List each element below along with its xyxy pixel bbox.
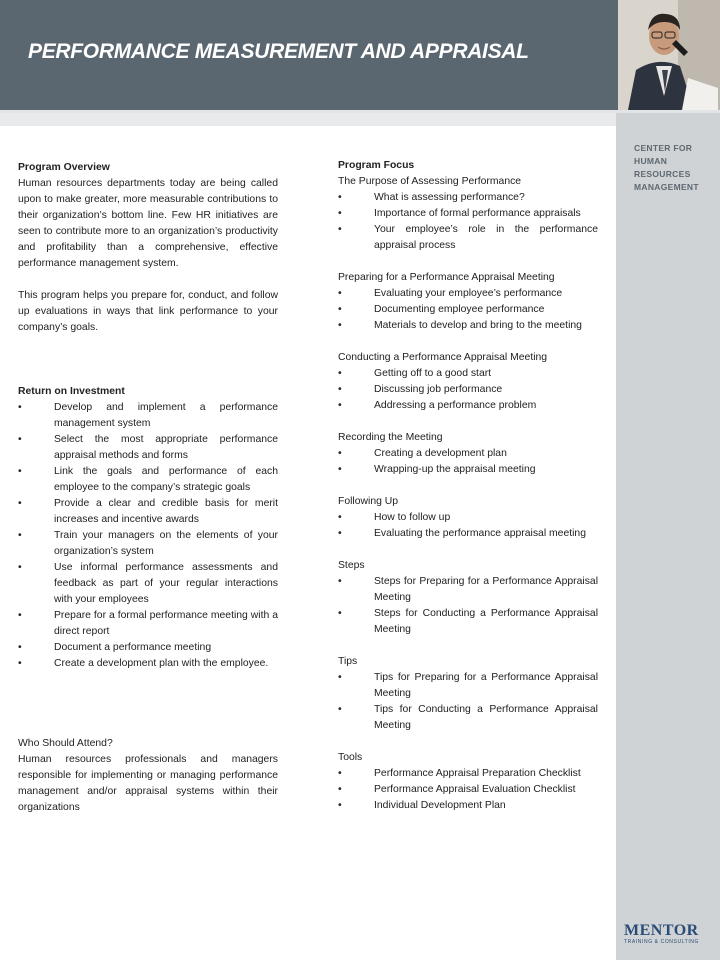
- sidebar-label-line: HUMAN: [634, 156, 668, 166]
- logo-tagline: TRAINING & CONSULTING: [624, 939, 700, 945]
- list-item: • Link the goals and performance of each employee to the company’s strategic goals: [18, 464, 278, 496]
- list-item: • Wrapping-up the appraisal meeting: [338, 462, 598, 478]
- list-item: • Create a development plan with the employee.: [18, 656, 278, 672]
- sidebar-label-line: CENTER FOR: [634, 143, 693, 153]
- sidebar-label-line: RESOURCES: [634, 169, 691, 179]
- list-item: • Performance Appraisal Evaluation Checklist: [338, 782, 598, 798]
- focus-section-title: Preparing for a Performance Appraisal Meeting: [338, 272, 555, 283]
- list-item: • Evaluating the performance appraisal meeting: [338, 526, 598, 542]
- focus-section-title: Steps: [338, 560, 365, 571]
- program-overview-heading: Program Overview: [18, 162, 110, 173]
- list-item: • Prepare for a formal performance meeting with a direct report: [18, 608, 278, 640]
- focus-section-title: Following Up: [338, 496, 399, 507]
- focus-section-title: The Purpose of Assessing Performance: [338, 176, 522, 187]
- focus-list: [338, 286, 598, 334]
- list-item: • Provide a clear and credible basis for merit increases and incentive awards: [18, 496, 278, 528]
- focus-section-title: Conducting a Performance Appraisal Meeting: [338, 352, 548, 363]
- focus-section-title: Tools: [338, 752, 363, 763]
- sidebar: [616, 113, 720, 960]
- left-column: [18, 160, 278, 816]
- focus-list: [338, 190, 598, 254]
- focus-list: [338, 670, 598, 734]
- list-item: • Your employee’s role in the performance appraisal process: [338, 222, 598, 254]
- list-item: • Develop and implement a performance management system: [18, 400, 278, 432]
- list-item: • Tips for Preparing for a Performance Appraisal Meeting: [338, 670, 598, 702]
- content-top-band: [0, 113, 616, 126]
- who-should-attend-text: Human resources professionals and managers responsible for implementing or managing performance management and/or appraisal systems within their organizations: [18, 754, 278, 813]
- program-focus-heading: Program Focus: [338, 160, 415, 171]
- list-item: • How to follow up: [338, 510, 598, 526]
- list-item: • Select the most appropriate performance appraisal methods and forms: [18, 432, 278, 464]
- roi-list: [18, 400, 278, 672]
- focus-list: [338, 446, 598, 478]
- list-item: • Creating a development plan: [338, 446, 598, 462]
- list-item: • Document a performance meeting: [18, 640, 278, 656]
- sidebar-label-line: MANAGEMENT: [634, 182, 699, 192]
- logo-wordmark: MENTOR: [624, 922, 699, 939]
- list-item: • Addressing a performance problem: [338, 398, 598, 414]
- sidebar-label: [634, 142, 714, 194]
- list-item: • Steps for Preparing for a Performance Appraisal Meeting: [338, 574, 598, 606]
- focus-section-title: Recording the Meeting: [338, 432, 443, 443]
- list-item: • What is assessing performance?: [338, 190, 598, 206]
- businessman-photo-icon: [618, 0, 720, 110]
- list-item: • Train your managers on the elements of your organization’s system: [18, 528, 278, 560]
- list-item: • Performance Appraisal Preparation Checklist: [338, 766, 598, 782]
- list-item: • Documenting employee performance: [338, 302, 598, 318]
- list-item: • Steps for Conducting a Performance Appraisal Meeting: [338, 606, 598, 638]
- right-column: [338, 158, 598, 814]
- focus-list: [338, 766, 598, 814]
- who-should-attend-heading: Who Should Attend?: [18, 738, 113, 749]
- list-item: • Individual Development Plan: [338, 798, 598, 814]
- program-overview-paragraph-2: This program helps you prepare for, conduct, and follow up evaluations in ways that link performance to your company’s goals.: [18, 290, 278, 333]
- header-photo: [618, 0, 720, 110]
- mentor-logo: [624, 923, 716, 953]
- page-title: PERFORMANCE MEASUREMENT AND APPRAISAL: [28, 40, 529, 63]
- list-item: • Getting off to a good start: [338, 366, 598, 382]
- focus-list: [338, 574, 598, 638]
- list-item: • Use informal performance assessments and feedback as part of your regular interactions with your employees: [18, 560, 278, 608]
- program-overview-paragraph: Human resources departments today are being called upon to make greater, more measurable contributions to their organization’s bottom line. Few HR initiatives are seen to contribute more to an organization’s productivity and profitability than a comprehensive, effective performance management system.: [18, 178, 278, 269]
- list-item: • Discussing job performance: [338, 382, 598, 398]
- list-item: • Importance of formal performance appraisals: [338, 206, 598, 222]
- header-banner: [0, 0, 720, 110]
- list-item: • Tips for Conducting a Performance Appraisal Meeting: [338, 702, 598, 734]
- focus-list: [338, 510, 598, 542]
- focus-section-title: Tips: [338, 656, 358, 667]
- list-item: • Materials to develop and bring to the meeting: [338, 318, 598, 334]
- roi-heading: Return on Investment: [18, 386, 125, 397]
- list-item: • Evaluating your employee’s performance: [338, 286, 598, 302]
- focus-list: [338, 366, 598, 414]
